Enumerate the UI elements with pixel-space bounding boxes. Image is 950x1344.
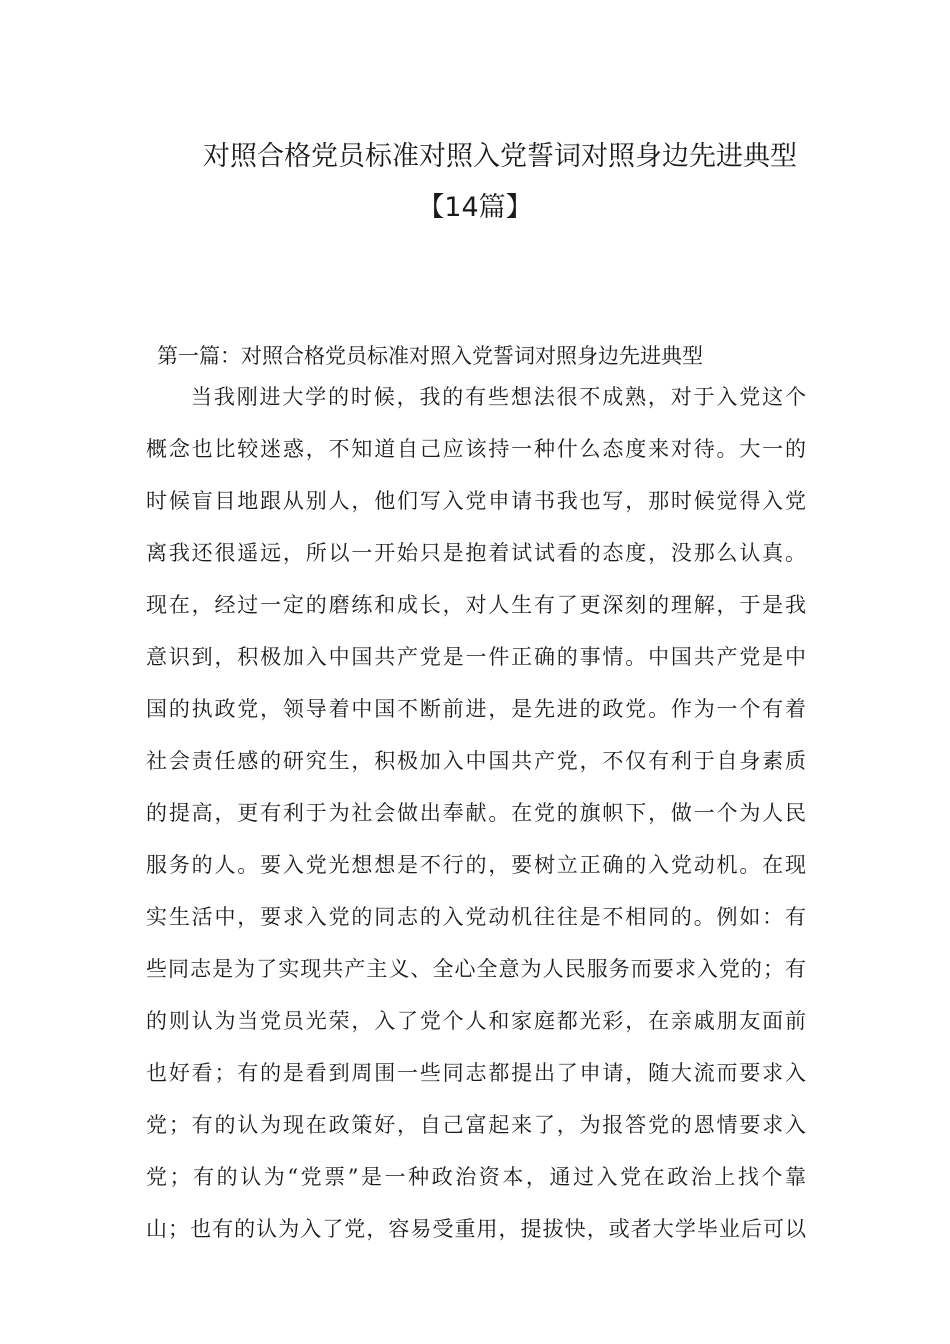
paragraph-line: 概念也比较迷惑，不知道自己应该持一种什么态度来对待。大一的 <box>146 437 806 461</box>
paragraph-line: 现在，经过一定的磨练和成长，对人生有了更深刻的理解，于是我 <box>146 593 806 617</box>
paragraph-line: 离我还很遥远，所以一开始只是抱着试试看的态度，没那么认真。 <box>146 541 806 565</box>
paragraph-line: 也好看；有的是看到周围一些同志都提出了申请，随大流而要求入 <box>146 1061 806 1085</box>
paragraph-line: 的则认为当党员光荣，入了党个人和家庭都光彩，在亲戚朋友面前 <box>146 1009 806 1033</box>
paragraph-line: 社会责任感的研究生，积极加入中国共产党，不仅有利于自身素质 <box>146 749 806 773</box>
paragraph-line: 意识到，积极加入中国共产党是一件正确的事情。中国共产党是中 <box>146 645 806 669</box>
paragraph-line: 服务的人。要入党光想想是不行的，要树立正确的入党动机。在现 <box>146 853 806 877</box>
paragraph-line: 当我刚进大学的时候，我的有些想法很不成熟，对于入党这个 <box>191 385 806 409</box>
paragraph-line: 党；有的认为“党票”是一种政治资本，通过入党在政治上找个靠 <box>146 1165 806 1189</box>
document-title-count: 【14篇】 <box>417 192 533 223</box>
paragraph-line: 党；有的认为现在政策好，自己富起来了，为报答党的恩情要求入 <box>146 1113 806 1137</box>
document-title: 对照合格党员标准对照入党誓词对照身边先进典型 <box>203 141 797 172</box>
paragraph-line: 山；也有的认为入了党，容易受重用，提拔快，或者大学毕业后可以 <box>146 1217 806 1241</box>
paragraph-line: 国的执政党，领导着中国不断前进，是先进的政党。作为一个有着 <box>146 697 806 721</box>
section-heading: 第一篇：对照合格党员标准对照入党誓词对照身边先进典型 <box>157 344 703 368</box>
paragraph-line: 时候盲目地跟从别人，他们写入党申请书我也写，那时候觉得入党 <box>146 489 806 513</box>
paragraph-line: 些同志是为了实现共产主义、全心全意为人民服务而要求入党的；有 <box>146 957 806 981</box>
paragraph-line: 实生活中，要求入党的同志的入党动机往往是不相同的。例如：有 <box>146 905 806 929</box>
paragraph-line: 的提高，更有利于为社会做出奉献。在党的旗帜下，做一个为人民 <box>146 801 806 825</box>
